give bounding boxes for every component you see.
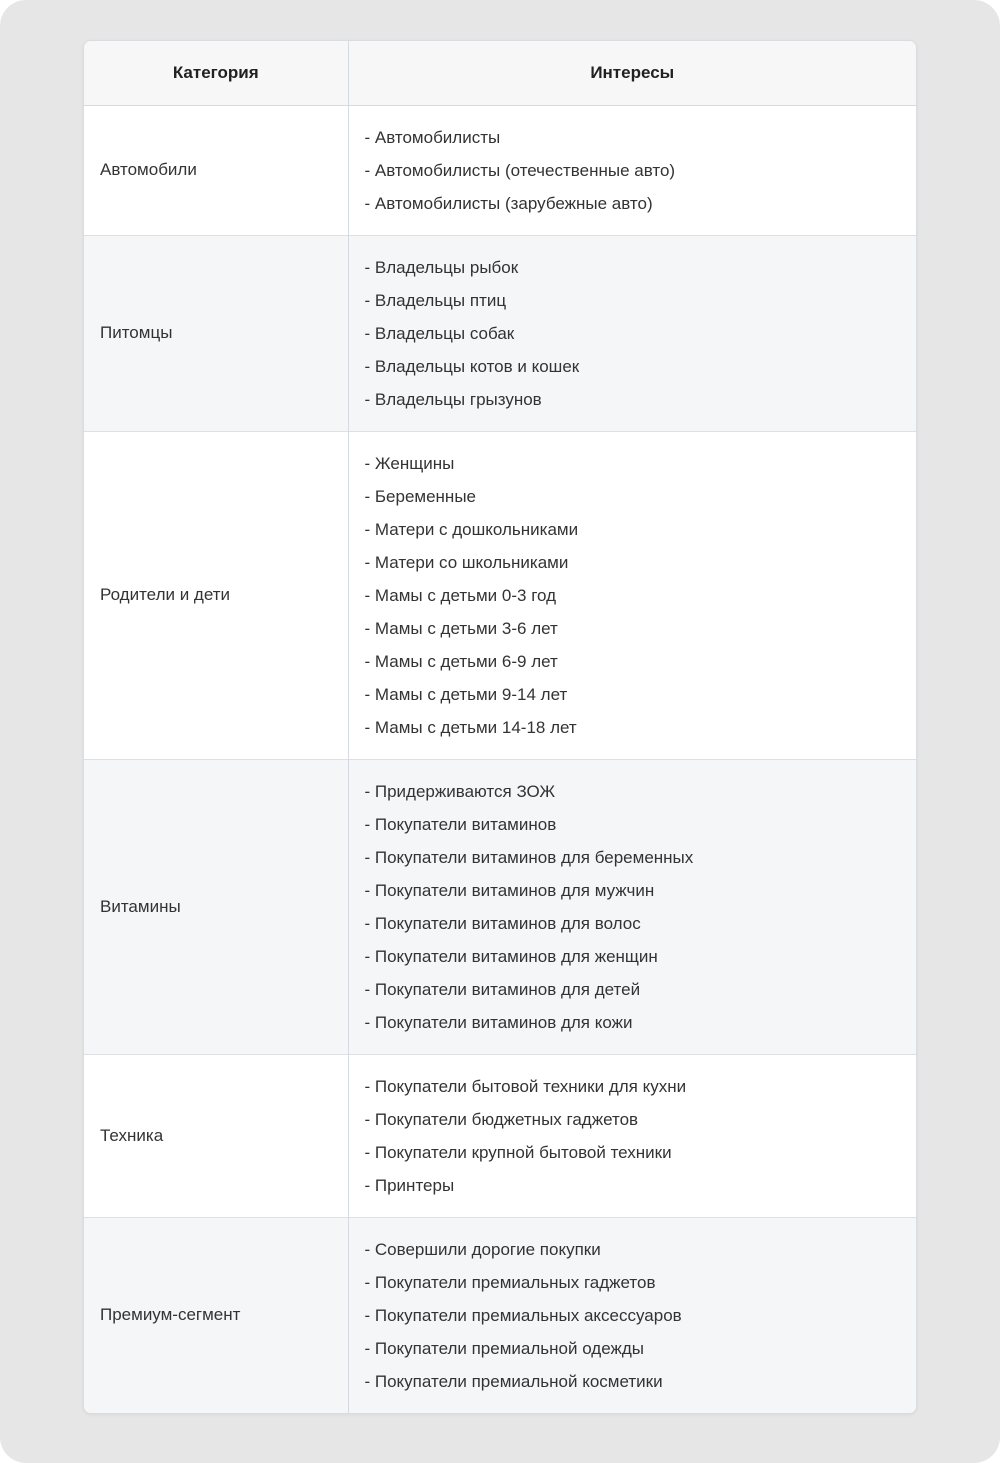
table-row bbox=[84, 759, 916, 1054]
interest-item: - Владельцы грызунов bbox=[364, 389, 542, 409]
interest-item: - Покупатели витаминов для мужчин bbox=[364, 880, 655, 900]
interest-item: - Покупатели премиальных аксессуаров bbox=[364, 1305, 682, 1325]
interest-item: - Покупатели бытовой техники для кухни bbox=[364, 1076, 687, 1096]
table-row bbox=[84, 235, 916, 431]
interest-item: - Женщины bbox=[364, 453, 455, 473]
interest-item: - Владельцы рыбок bbox=[364, 257, 519, 277]
interest-item: - Покупатели премиальной косметики bbox=[364, 1371, 663, 1391]
column-header-category: Категория bbox=[84, 41, 348, 105]
interests-cell bbox=[348, 759, 916, 1054]
interest-item: - Автомобилисты (отечественные авто) bbox=[364, 160, 676, 180]
interest-item: - Мамы с детьми 14-18 лет bbox=[364, 717, 577, 737]
interest-item: - Владельцы собак bbox=[364, 323, 515, 343]
interests-cell bbox=[348, 431, 916, 759]
interests-cell bbox=[348, 105, 916, 235]
category-cell: Витамины bbox=[84, 759, 348, 1054]
interest-item: - Владельцы котов и кошек bbox=[364, 356, 580, 376]
interest-item: - Мамы с детьми 3-6 лет bbox=[364, 618, 558, 638]
interests-cell bbox=[348, 1217, 916, 1413]
table-body bbox=[84, 105, 916, 1413]
category-cell: Автомобили bbox=[100, 160, 197, 179]
interest-item: - Покупатели крупной бытовой техники bbox=[364, 1142, 672, 1162]
interest-item: - Владельцы птиц bbox=[364, 290, 507, 310]
interest-item: - Покупатели витаминов для женщин bbox=[364, 946, 658, 966]
interest-item: - Придерживаются ЗОЖ bbox=[364, 781, 556, 801]
column-header-interests: Интересы bbox=[348, 41, 916, 105]
interest-item: - Беременные bbox=[364, 486, 476, 506]
interest-item: - Покупатели премиальной одежды bbox=[364, 1338, 644, 1358]
interest-item: - Автомобилисты (зарубежные авто) bbox=[364, 193, 653, 213]
header-row bbox=[84, 41, 916, 105]
interest-item: - Мамы с детьми 0-3 год bbox=[364, 585, 557, 605]
interest-item: - Покупатели витаминов bbox=[364, 814, 557, 834]
interest-item: - Совершили дорогие покупки bbox=[364, 1239, 601, 1259]
interests-cell bbox=[348, 235, 916, 431]
category-cell: Премиум-сегмент bbox=[84, 1217, 348, 1413]
interest-item: - Покупатели премиальных гаджетов bbox=[364, 1272, 656, 1292]
interest-item: - Покупатели бюджетных гаджетов bbox=[364, 1109, 639, 1129]
interest-item: - Покупатели витаминов для волос bbox=[364, 913, 641, 933]
interest-item: - Матери со школьниками bbox=[364, 552, 569, 572]
table-row bbox=[84, 1054, 916, 1217]
category-cell: Родители и дети bbox=[84, 431, 348, 759]
interest-item: - Автомобилисты bbox=[364, 127, 501, 147]
interest-item: - Мамы с детьми 9-14 лет bbox=[364, 684, 568, 704]
interests-cell bbox=[348, 1054, 916, 1217]
interest-item: - Покупатели витаминов для детей bbox=[364, 979, 641, 999]
table-row bbox=[84, 1217, 916, 1413]
interest-item: - Принтеры bbox=[364, 1175, 455, 1195]
interest-item: - Мамы с детьми 6-9 лет bbox=[364, 651, 558, 671]
table-row bbox=[84, 431, 916, 759]
interest-item: - Покупатели витаминов для кожи bbox=[364, 1012, 633, 1032]
interest-item: - Матери с дошкольниками bbox=[364, 519, 579, 539]
category-cell: Техника bbox=[84, 1054, 348, 1217]
category-cell: Питомцы bbox=[84, 235, 348, 431]
interests-table-card bbox=[83, 40, 917, 1414]
interests-table bbox=[84, 41, 916, 1413]
interest-item: - Покупатели витаминов для беременных bbox=[364, 847, 694, 867]
table-row bbox=[84, 105, 916, 235]
